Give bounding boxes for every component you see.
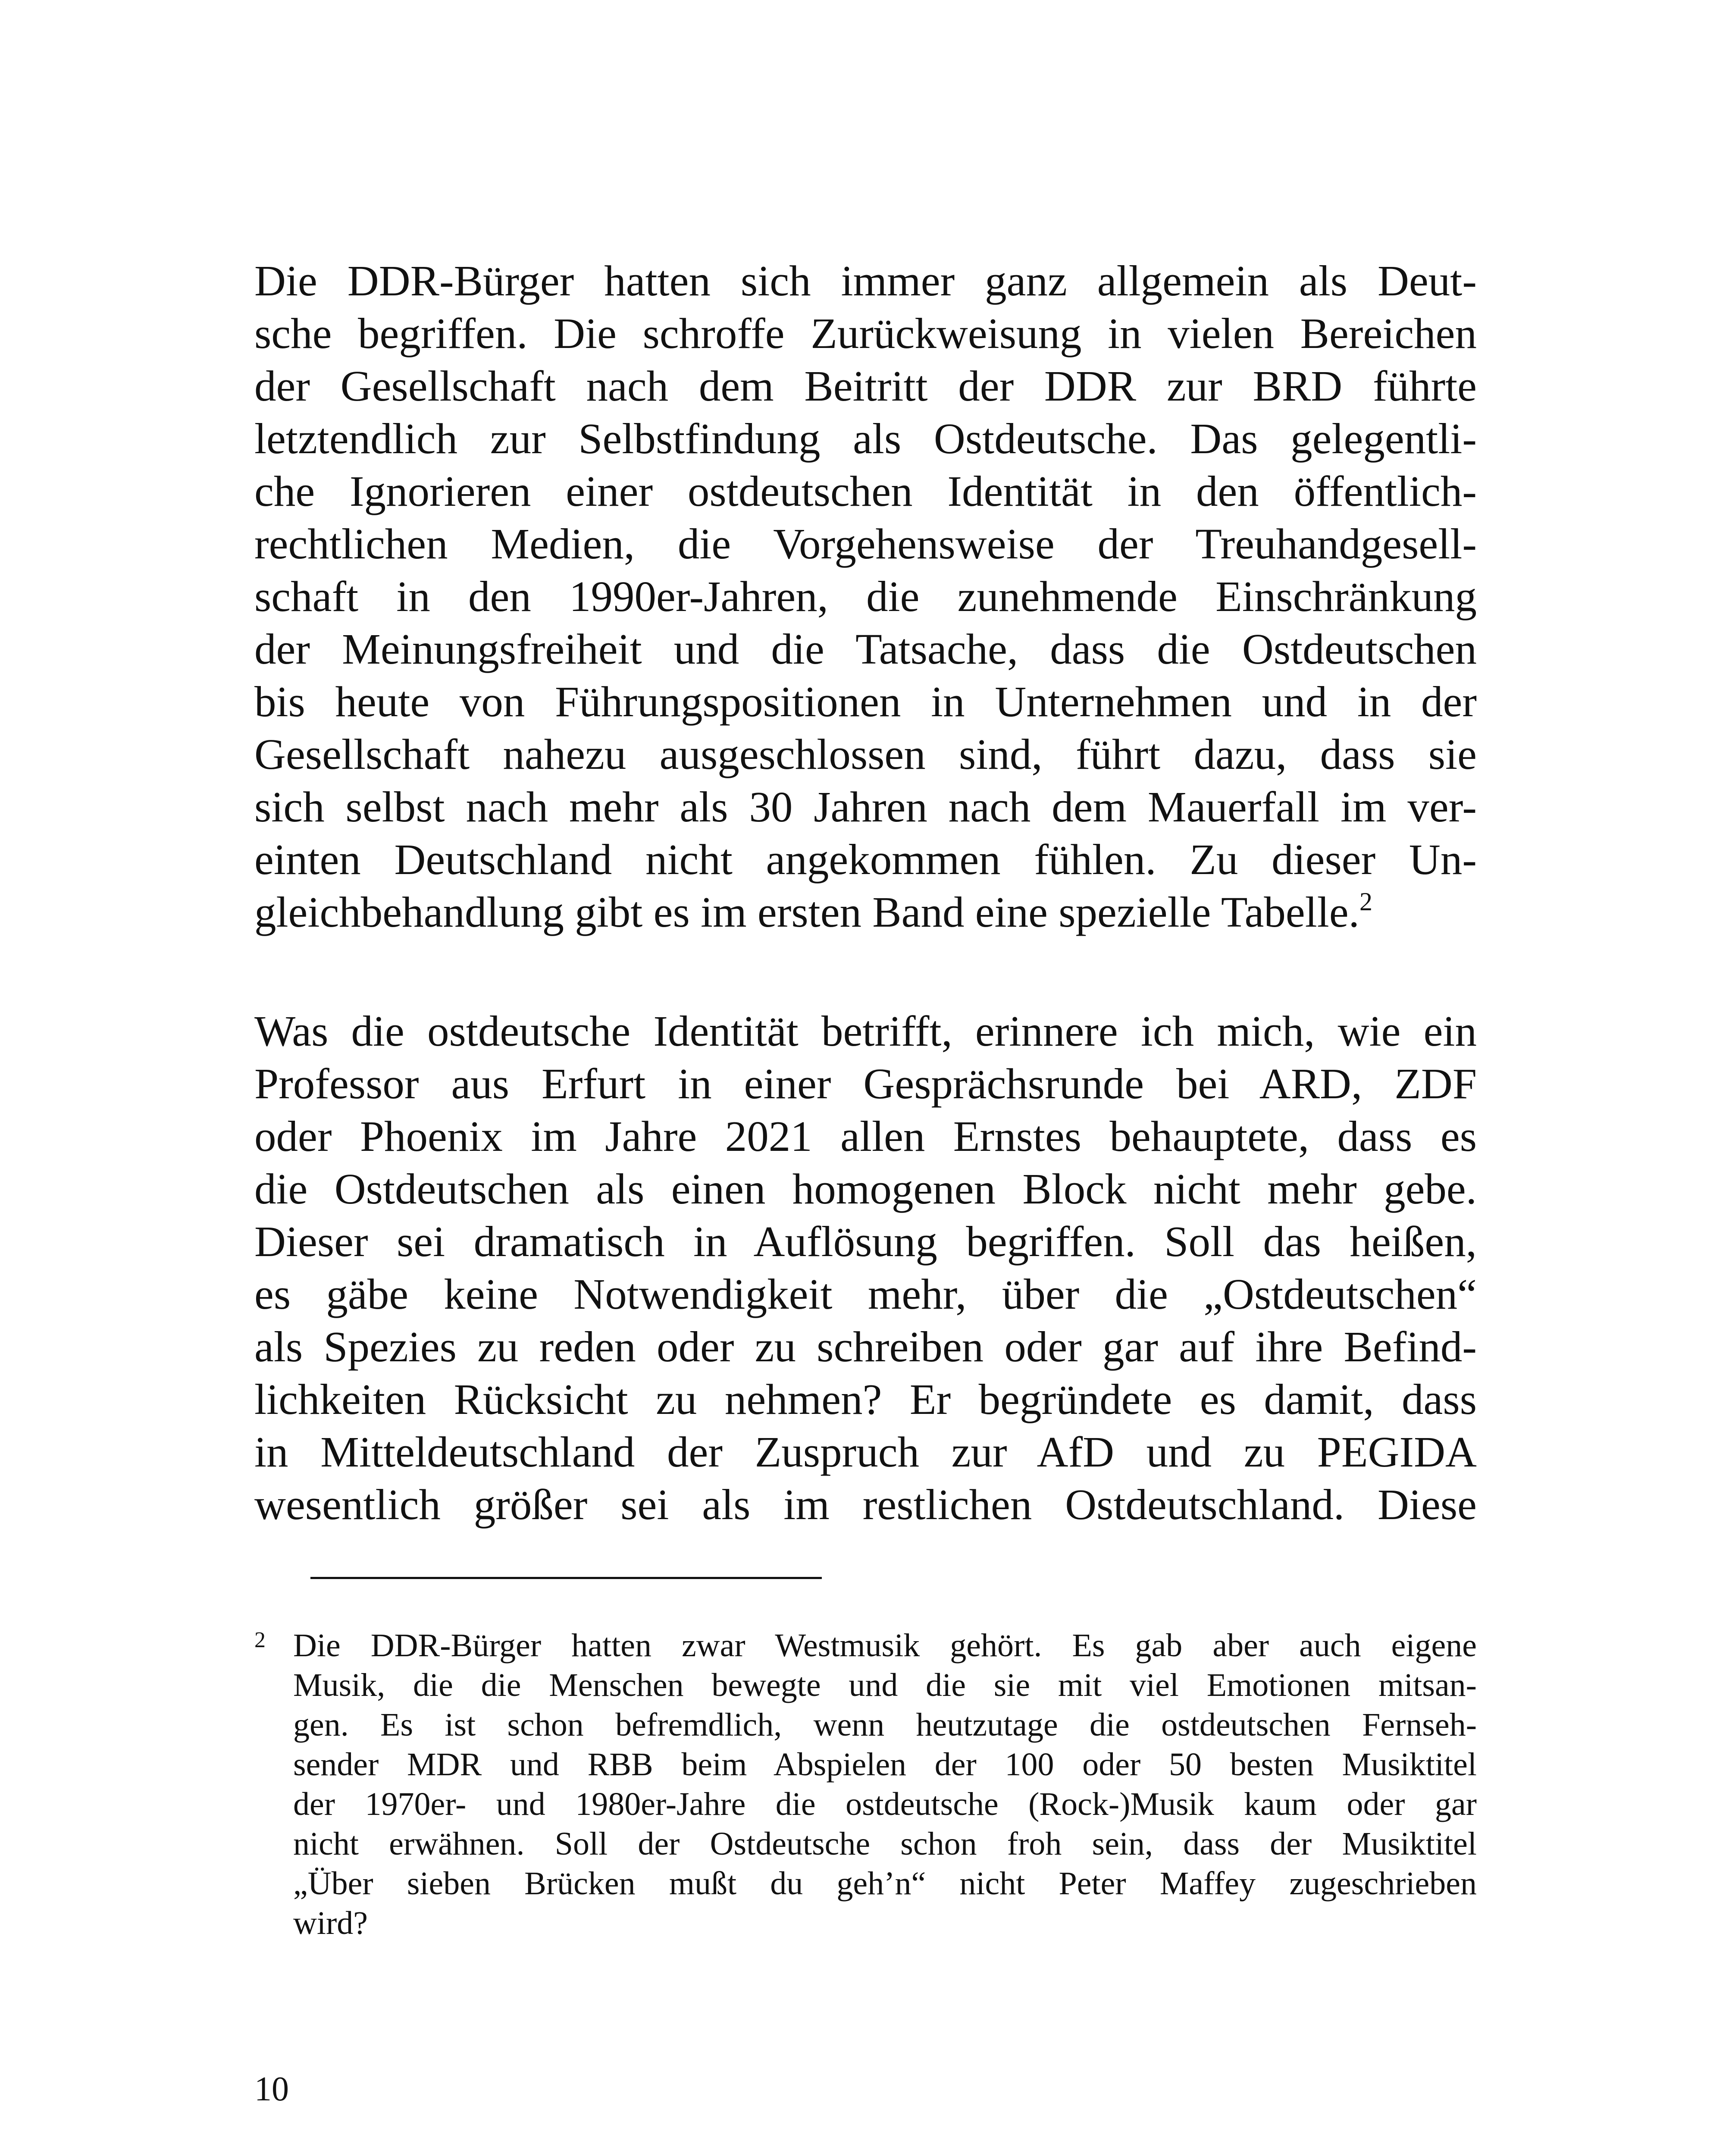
text-line: der Gesellschaft nach dem Beitritt der DDR zur BRD führte xyxy=(254,362,1477,410)
page-number: 10 xyxy=(254,2070,289,2108)
footnote-line: sender MDR und RBB beim Abspielen der 100 oder 50 besten Musiktitel xyxy=(293,1746,1477,1783)
footnote-line: Musik, die die Menschen bewegte und die sie mit viel Emotionen mitsan- xyxy=(293,1667,1477,1703)
footnote-line: gen. Es ist schon befremdlich, wenn heutzutage die ostdeutschen Fernseh- xyxy=(293,1707,1477,1743)
paragraph-2 xyxy=(254,1005,1477,1531)
text-line: der Meinungsfreiheit und die Tatsache, dass die Ostdeutschen xyxy=(254,625,1477,673)
footnote-marker: 2 xyxy=(254,1628,266,1652)
footnote-line: nicht erwähnen. Soll der Ostdeutsche schon froh sein, dass der Musiktitel xyxy=(293,1826,1477,1862)
text-line: Gesellschaft nahezu ausgeschlossen sind, führt dazu, dass sie xyxy=(254,730,1477,778)
footnote-text xyxy=(293,1626,1477,1943)
footnote-line: der 1970er- und 1980er-Jahre die ostdeutsche (Rock-)Musik kaum oder gar xyxy=(293,1786,1477,1822)
footnote-line: „Über sieben Brücken mußt du geh’n“ nicht Peter Maffey zugeschrieben xyxy=(293,1865,1477,1902)
text-line: rechtlichen Medien, die Vorgehensweise der Treuhandgesell- xyxy=(254,520,1477,568)
text-line: als Spezies zu reden oder zu schreiben oder gar auf ihre Befind- xyxy=(254,1322,1477,1371)
text-line: in Mitteldeutschland der Zuspruch zur AfD und zu PEGIDA xyxy=(254,1428,1477,1476)
text-line: schaft in den 1990er-Jahren, die zunehmende Einschränkung xyxy=(254,572,1477,620)
text-line: sche begriffen. Die schroffe Zurückweisung in vielen Bereichen xyxy=(254,309,1477,357)
text-line: che Ignorieren einer ostdeutschen Identität in den öffentlich- xyxy=(254,467,1477,515)
text-line-last xyxy=(254,886,1477,938)
text-line: Die DDR-Bürger hatten sich immer ganz allgemein als Deut- xyxy=(254,257,1477,305)
footnote-line-last: wird? xyxy=(293,1905,368,1941)
footnote-line: Die DDR-Bürger hatten zwar Westmusik gehört. Es gab aber auch eigene xyxy=(293,1627,1477,1664)
text-line: sich selbst nach mehr als 30 Jahren nach dem Mauerfall im ver- xyxy=(254,783,1477,831)
text-line: die Ostdeutschen als einen homogenen Block nicht mehr gebe. xyxy=(254,1165,1477,1213)
text-line: lichkeiten Rücksicht zu nehmen? Er begründete es damit, dass xyxy=(254,1375,1477,1423)
text-line: Dieser sei dramatisch in Auflösung begriffen. Soll das heißen, xyxy=(254,1217,1477,1266)
paragraph-1 xyxy=(254,254,1477,938)
footnote-divider xyxy=(310,1577,822,1579)
text-line: einten Deutschland nicht angekommen fühlen. Zu dieser Un- xyxy=(254,835,1477,884)
footnote-reference[interactable]: 2 xyxy=(1359,887,1372,916)
text-line: Was die ostdeutsche Identität betrifft, erinnere ich mich, wie ein xyxy=(254,1007,1477,1055)
text-line: oder Phoenix im Jahre 2021 allen Ernstes behauptete, dass es xyxy=(254,1112,1477,1160)
text-line-content: gleichbehandlung gibt es im ersten Band eine spezielle Tabelle. xyxy=(254,888,1359,936)
text-line: wesentlich größer sei als im restlichen Ostdeutschland. Diese xyxy=(254,1480,1477,1529)
text-line: letztendlich zur Selbstfindung als Ostdeutsche. Das gelegentli- xyxy=(254,414,1477,463)
text-line: bis heute von Führungspositionen in Unternehmen und in der xyxy=(254,677,1477,726)
text-line: Professor aus Erfurt in einer Gesprächsrunde bei ARD, ZDF xyxy=(254,1059,1477,1108)
text-line: es gäbe keine Notwendigkeit mehr, über die „Ostdeutschen“ xyxy=(254,1270,1477,1318)
